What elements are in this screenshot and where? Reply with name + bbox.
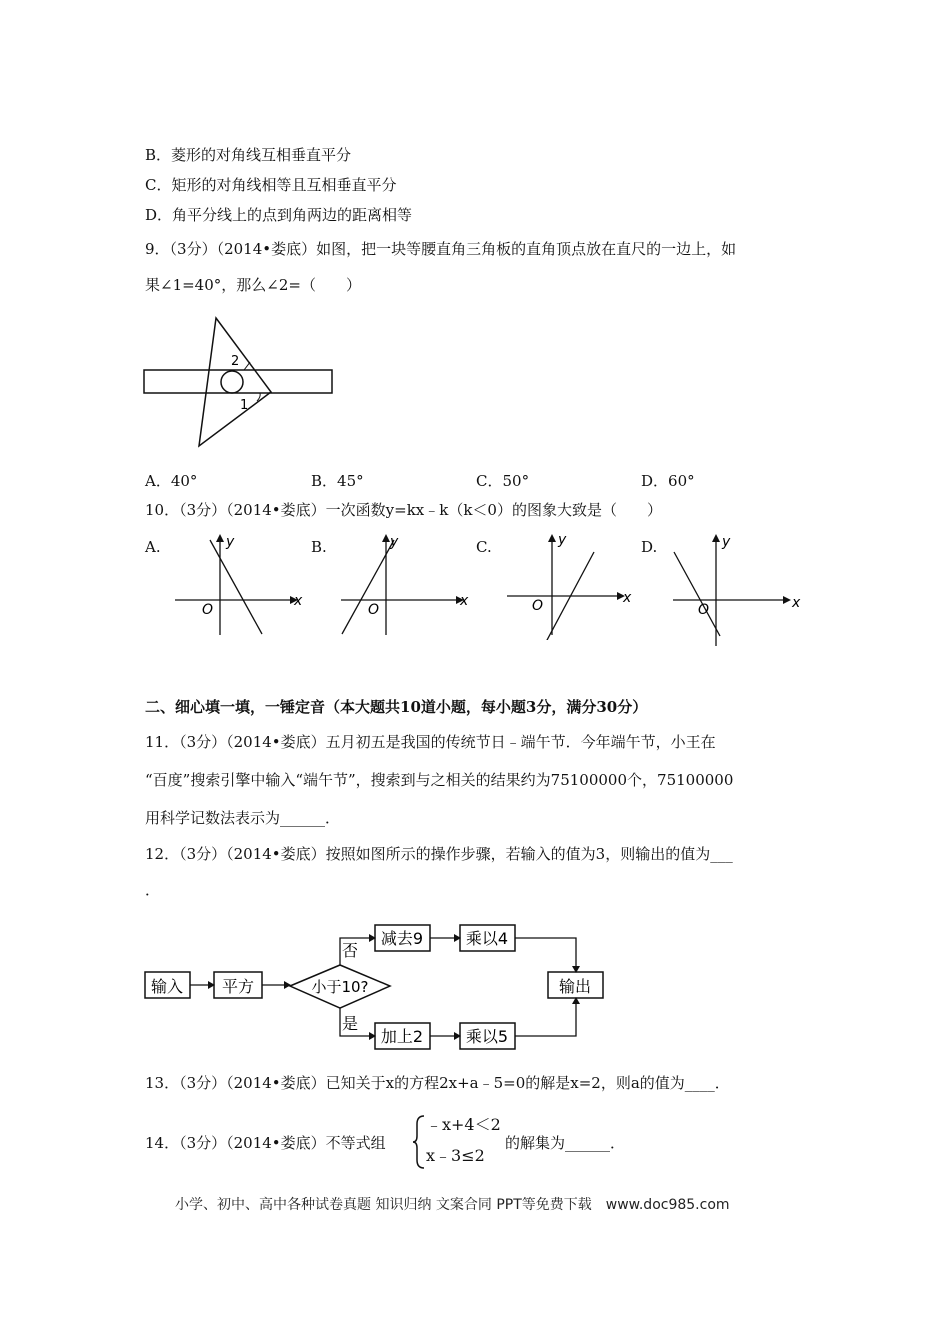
q8-option-d: D．角平分线上的点到角两边的距离相等 <box>145 206 413 224</box>
q10-option-a: A. <box>145 538 161 556</box>
q11-stem-line2: “百度”搜索引擎中输入“端午节”，搜索到与之相关的结果约为75100000个，75100000 <box>145 771 734 789</box>
q9-option-b: B．45° <box>311 472 364 490</box>
q9-stem-line2: 果∠1=40°，那么∠2=（ ） <box>145 276 361 294</box>
origin-label: O <box>532 598 544 614</box>
q14-stem-suffix: 的解集为______． <box>505 1134 626 1152</box>
q12-flowchart <box>140 915 620 1055</box>
y-axis-arrow <box>548 534 556 542</box>
q8-option-b: B．菱形的对角线互相垂直平分 <box>145 146 352 164</box>
y-label: y <box>226 534 235 550</box>
q9-option-c: C．50° <box>476 472 530 490</box>
x-label: x <box>294 593 303 609</box>
x-label: x <box>792 595 801 611</box>
q10-graph-c <box>502 530 642 640</box>
flow-no-label: 否 <box>342 941 359 960</box>
q9-option-a: A．40° <box>145 472 198 490</box>
q12-stem-line1: 12．（3分）（2014•娄底）按照如图所示的操作步骤，若输入的值为3，则输出的值为___ <box>145 845 733 863</box>
q10-option-c: C. <box>476 538 492 556</box>
q13-stem: 13．（3分）（2014•娄底）已知关于x的方程2x+a﹣5=0的解是x=2，则a的值为____． <box>145 1074 730 1092</box>
q14-inequality-2: x﹣3≤2 <box>426 1146 485 1165</box>
q10-graph-a <box>170 530 310 640</box>
flow-times4-label: 乘以4 <box>465 929 509 948</box>
origin-label: O <box>698 602 710 618</box>
q8-option-c: C．矩形的对角线相等且互相垂直平分 <box>145 176 397 194</box>
flow-yes-label: 是 <box>342 1014 359 1033</box>
flow-arrowheads <box>208 934 580 1040</box>
flow-times5-label: 乘以5 <box>465 1027 509 1046</box>
flow-condition-label: 小于10? <box>311 978 369 996</box>
q10-stem: 10．（3分）（2014•娄底）一次函数y=kx﹣k（k＜0）的图象大致是（ ） <box>145 501 662 519</box>
y-label: y <box>558 532 567 548</box>
q14-inequality-1: ﹣x+4＜2 <box>426 1115 501 1134</box>
angle-1-label: 1 <box>240 398 249 413</box>
y-axis-arrow <box>712 534 720 542</box>
flow-plus2-label: 加上2 <box>380 1027 424 1046</box>
origin-label: O <box>202 602 214 618</box>
triangle-hole <box>221 371 243 393</box>
y-label: y <box>722 534 731 550</box>
q9-stem-line1: 9．（3分）（2014•娄底）如图，把一块等腰直角三角板的直角顶点放在直尺的一边上，如 <box>145 240 737 258</box>
y-label: y <box>390 534 399 550</box>
page-footer: 小学、初中、高中各种试卷真题 知识归纳 文案合同 PPT等免费下载 www.doc985.com <box>175 1197 730 1213</box>
flow-output-label: 输出 <box>558 977 592 996</box>
q10-option-b: B. <box>311 538 327 556</box>
q12-stem-line2: ． <box>145 881 161 899</box>
section-2-heading: 二、细心填一填，一锤定音（本大题共10道小题，每小题3分，满分30分） <box>145 698 648 716</box>
q11-stem-line1: 11．（3分）（2014•娄底）五月初五是我国的传统节日﹣端午节．今年端午节，小王在 <box>145 733 716 751</box>
y-axis-arrow <box>382 534 390 542</box>
x-axis-arrow <box>783 596 791 604</box>
flow-square-label: 平方 <box>221 977 255 996</box>
flow-input-label: 输入 <box>150 977 184 996</box>
q10-option-d: D. <box>641 538 658 556</box>
x-label: x <box>460 593 469 609</box>
q11-stem-line3: 用科学记数法表示为______． <box>145 809 341 827</box>
graph-line <box>210 540 262 634</box>
q10-graph-d <box>668 530 808 648</box>
q14-stem-prefix: 14．（3分）（2014•娄底）不等式组 <box>145 1134 386 1152</box>
flow-minus9-label: 减去9 <box>380 929 424 948</box>
x-label: x <box>623 590 632 606</box>
angle-2-label: 2 <box>231 354 240 369</box>
q9-option-d: D．60° <box>641 472 695 490</box>
q14-brace <box>412 1114 426 1170</box>
graph-line <box>674 552 720 636</box>
q9-figure <box>140 315 340 450</box>
angle-2-arc <box>244 362 250 370</box>
origin-label: O <box>368 602 380 618</box>
q10-graph-b <box>336 530 476 640</box>
triangle-square <box>199 318 271 446</box>
y-axis-arrow <box>216 534 224 542</box>
